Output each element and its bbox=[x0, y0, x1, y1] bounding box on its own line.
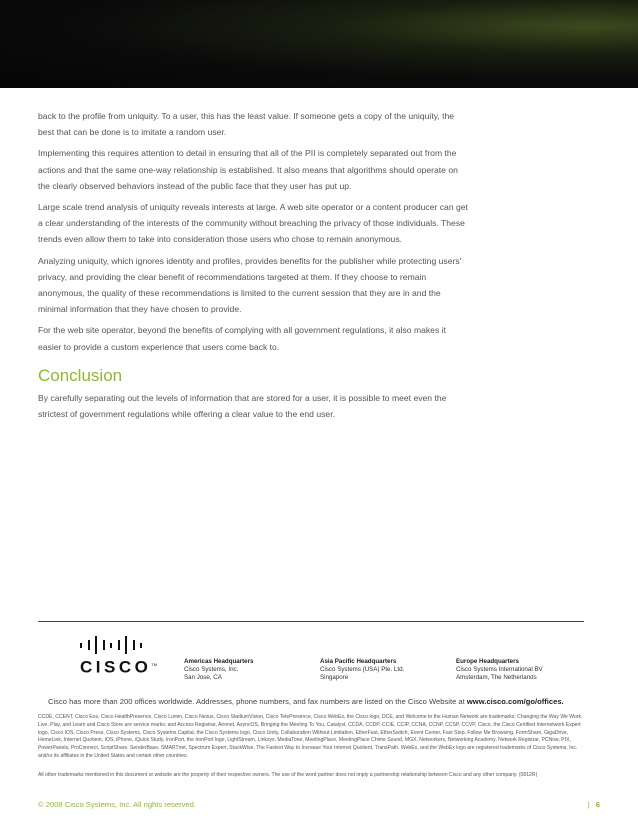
conclusion-paragraph: By carefully separating out the levels of information that are stored for a user, it is possible to meet even the strictest of government regulations while offering a clear value to the end user. bbox=[38, 392, 447, 420]
section-heading: Conclusion bbox=[38, 365, 123, 385]
hq-europe bbox=[456, 658, 543, 682]
page-separator: | bbox=[587, 800, 590, 809]
hq-line: Cisco Systems, Inc. bbox=[184, 666, 239, 673]
hq-line: San Jose, CA bbox=[184, 674, 222, 681]
page-number: 6 bbox=[595, 800, 600, 809]
page-indicator bbox=[588, 800, 600, 809]
copyright-text: © 2008 Cisco Systems, Inc. All rights reserved. bbox=[38, 800, 196, 809]
trademark-notice: CCDE, CCENT, Cisco Eos, Cisco HealthPresence, Cisco Lumin, Cisco Nexus, Cisco StadiumVision, Cisco TelePresence, Cisco WebEx, the Cisco logo, DCE, and Welcome to the Human Network are trademarks; Changing the Way We Work, Live, Play, and Learn and Cisco Store are service marks; and Access Registrar, Aironet, AsyncOS, Bringing the Meeting To You, Catalyst, CCDA, CCDP, CCIE, CCIP, CCNA, CCNP, CCSP, CCVP, Cisco, the Cisco Certified Internetwork Expert logo, Cisco IOS, Cisco Press, Cisco Systems, Cisco Systems Capital, the Cisco Systems logo, Cisco Unity, Collaboration Without Limitation, EtherFast, EtherSwitch, Event Center, Fast Step, Follow Me Browsing, FormShare, GigaDrive, HomeLink, Internet Quotient, IOS, iPhone, iQuick Study, IronPort, the IronPort logo, LightStream, Linksys, MediaTone, MeetingPlace, MeetingPlace Chime Sound, MGX, Networkers, Networking Academy, Network Registrar, PCNow, PIX, PowerPanels, ProConnect, ScriptShare, SenderBase, SMARTnet, Spectrum Expert, StackWise, The Fastest Way to Increase Your Internet Quotient, TransPath, WebEx, and the WebEx logo are registered trademarks of Cisco Systems, Inc. and/or its affiliates in the United States and certain other countries. bbox=[38, 714, 583, 759]
body-paragraph: back to the profile from uniquity. To a user, this has the least value. If someone gets a copy of the uniquity, the best that can be done is to imitate a random user. bbox=[38, 111, 455, 138]
offices-statement bbox=[48, 697, 564, 706]
body-paragraph: Analyzing uniquity, which ignores identity and profiles, provides benefits for the publisher while protecting users' privacy, and providing the clear benefit of recommendations targeted at them. If they choose to remain anonymous, the quality of these recommendations is limited to the current session that they are in and the minimal information that they have chosen to provide. bbox=[38, 255, 462, 315]
body-paragraph: Implementing this requires attention to detail in ensuring that all of the PII is completely separated out from the actions and that the same one-way relationship is established. It also means that algorithms should operate on the clearly observed behaviors instead of the public face that they user has put up. bbox=[38, 148, 458, 191]
hq-line: Amsterdam, The Netherlands bbox=[456, 674, 537, 681]
hq-title: Asia Pacific Headquarters bbox=[320, 658, 397, 665]
document-body bbox=[38, 108, 468, 427]
offices-link[interactable]: www.cisco.com/go/offices. bbox=[466, 697, 564, 706]
cisco-bars-icon bbox=[80, 636, 142, 654]
footer-divider bbox=[38, 621, 584, 622]
hq-title: Europe Headquarters bbox=[456, 658, 519, 665]
hq-title: Americas Headquarters bbox=[184, 658, 254, 665]
cisco-logo bbox=[80, 636, 158, 677]
header-banner bbox=[0, 0, 638, 88]
hq-americas bbox=[184, 658, 253, 682]
body-paragraph: Large scale trend analysis of uniquity reveals interests at large. A web site operator or a content producer can get a clear understanding of the interests of the community without breaching the privacy of those individuals. These trends even allow them to take into consideration those users who chose to remain anonymous. bbox=[38, 202, 468, 245]
hq-line: Cisco Systems (USA) Pte. Ltd. bbox=[320, 666, 405, 673]
offices-text: Cisco has more than 200 offices worldwide. Addresses, phone numbers, and fax numbers are listed on the Cisco Website at bbox=[48, 697, 465, 706]
cisco-wordmark: CISCO™ bbox=[80, 657, 158, 677]
hq-line: Cisco Systems International BV bbox=[456, 666, 543, 673]
page-footer bbox=[38, 800, 600, 809]
hq-line: Singapore bbox=[320, 674, 349, 681]
body-paragraph: For the web site operator, beyond the benefits of complying with all government regulations, it also makes it easier to provide a custom experience that users come back to. bbox=[38, 325, 446, 352]
hq-asia-pacific bbox=[320, 658, 404, 682]
trademark-other-notice: All other trademarks mentioned in this document or website are the property of their respective owners. The use of the word partner does not imply a partnership relationship between Cisco and any other company. (0812R) bbox=[38, 772, 538, 778]
